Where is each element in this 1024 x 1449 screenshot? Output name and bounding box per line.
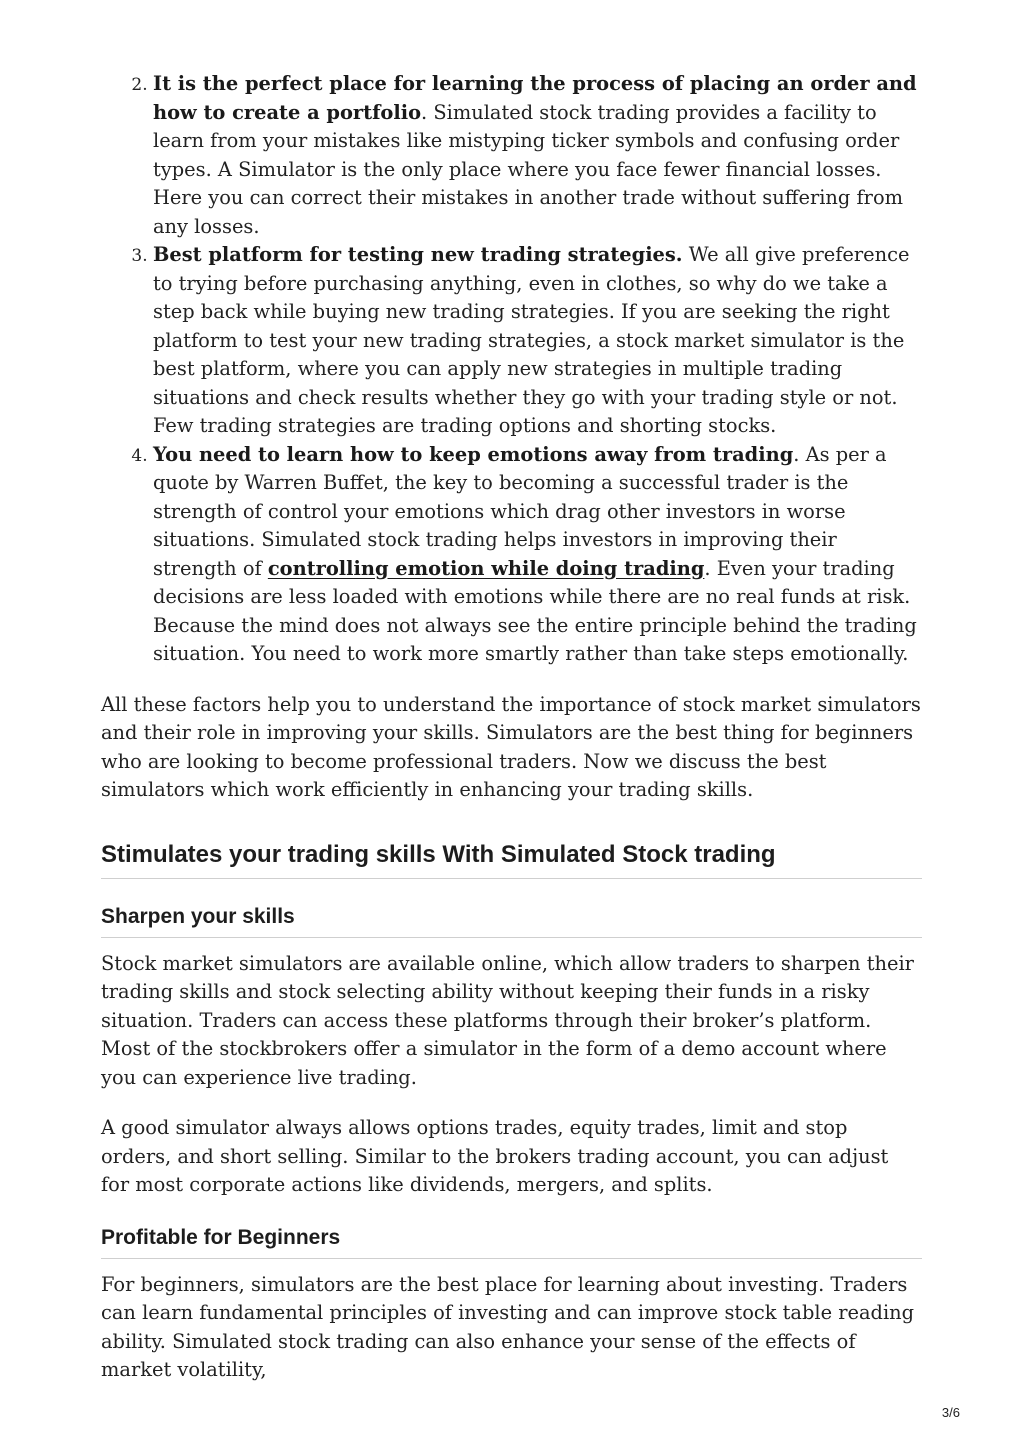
list-item-heading: It is the perfect place for learning the process of placing an order and how to create a portfolio <box>153 72 917 124</box>
list-item-text: . Simulated stock trading provides a facility to learn from your mistakes like mistyping ticker symbols and confusing order types. A Simulator is the only place where you face fewer financial losses. Here you can correct their mistakes in another trade without suffering from any losses. <box>153 100 904 238</box>
page-number: 3/6 <box>941 1405 960 1420</box>
list-item-heading: You need to learn how to keep emotions away from trading <box>153 442 794 466</box>
subsection-title-profitable-beginners: Profitable for Beginners <box>101 1226 922 1259</box>
list-item-text: We all give preference to trying before purchasing anything, even in clothes, so why do we take a step back while buying new trading strategies. If you are seeking the right platform to test your new trading strategies, a stock market simulator is the best platform, where you can apply new strategies in multiple trading situations and check results whether they go with your trading style or not. Few trading strategies are trading options and shorting stocks. <box>153 243 910 437</box>
document-page <box>101 70 922 1385</box>
paragraph: For beginners, simulators are the best place for learning about investing. Traders can learn fundamental principles of investing and can improve stock table reading ability. Simulated stock trading can also enhance your sense of the effects of market volatility, <box>101 1272 915 1381</box>
benefits-list <box>101 70 922 669</box>
section-title: Stimulates your trading skills With Simulated Stock trading <box>101 841 922 879</box>
paragraph: A good simulator always allows options trades, equity trades, limit and stop orders, and short selling. Similar to the brokers trading account, you can adjust for most corporate actions like dividends, mergers, and splits. <box>101 1116 889 1196</box>
controlling-emotion-link[interactable]: controlling emotion while doing trading <box>267 556 705 580</box>
list-item-text: . As per a quote by Warren Buffet, the key to becoming a successful trader is the strength of control your emotions which drag other investors in worse situations. Simulated stock trading helps investors in improving their strength of <box>153 442 887 580</box>
list-item-heading: Best platform for testing new trading strategies. <box>153 243 683 266</box>
list-item <box>153 241 922 441</box>
list-item-text: . Even your trading decisions are less loaded with emotions while there are no real funds at risk. Because the mind does not always see the entire principle behind the trading situation. You need to work more smartly rather than take steps emotionally. <box>153 556 917 665</box>
intro-paragraph: All these factors help you to understand the importance of stock market simulators and their role in improving your skills. Simulators are the best thing for beginners who are looking to become professional traders. Now we discuss the best simulators which work efficiently in enhancing your trading skills. <box>101 692 921 801</box>
paragraph: Stock market simulators are available online, which allow traders to sharpen their trading skills and stock selecting ability without keeping their funds in a risky situation. Traders can access these platforms through their broker’s platform. Most of the stockbrokers offer a simulator in the form of a demo account where you can experience live trading. <box>101 951 914 1089</box>
list-item <box>153 70 922 241</box>
list-item <box>153 441 922 669</box>
subsection-title-sharpen-skills: Sharpen your skills <box>101 905 922 938</box>
